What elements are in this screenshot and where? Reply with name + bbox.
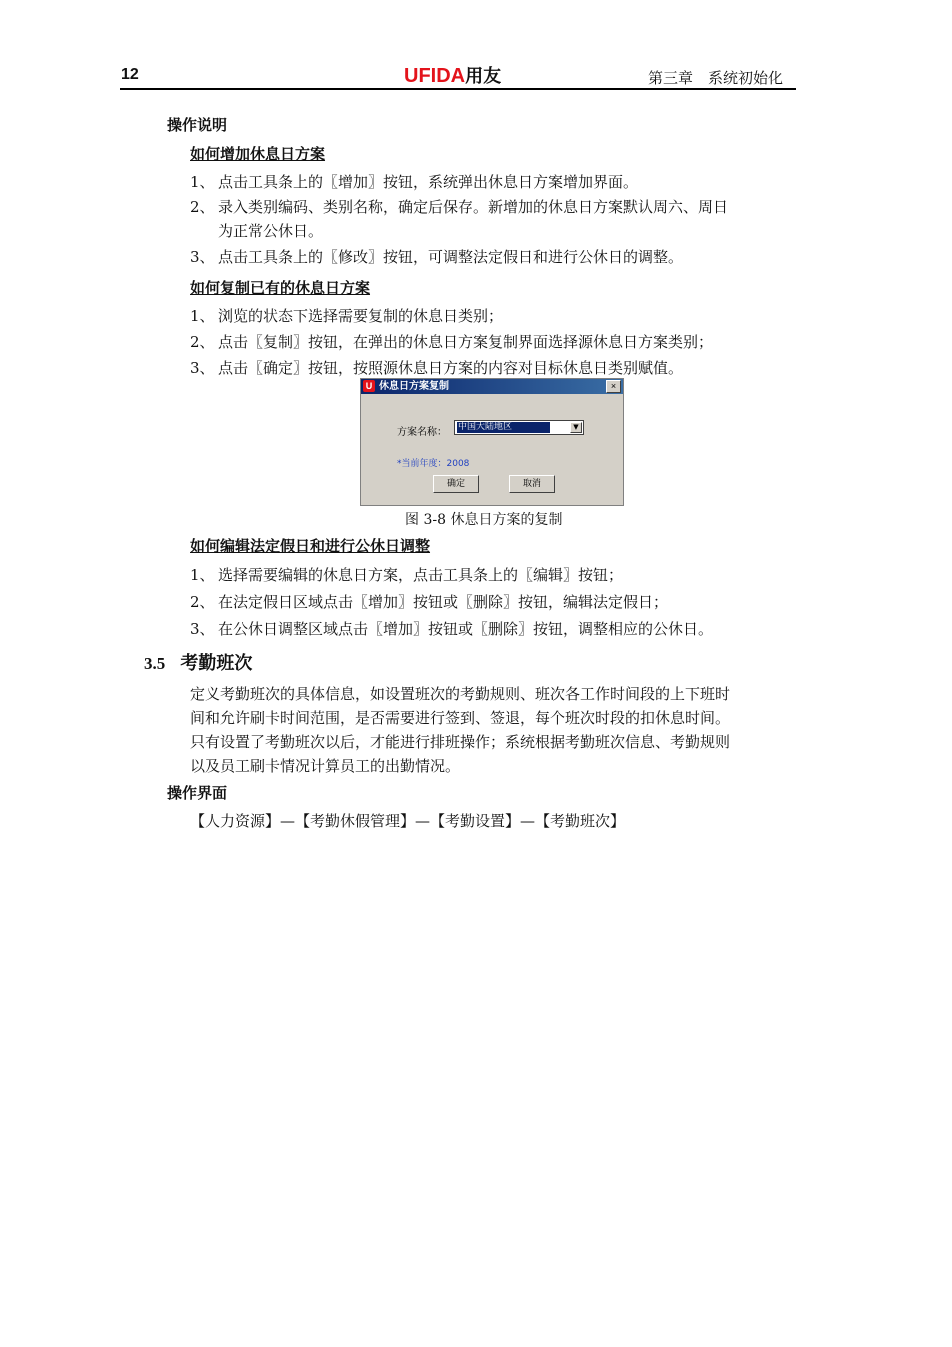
figure-caption: 图 3-8 休息日方案的复制 (405, 512, 563, 528)
edit-heading: 如何编辑法定假日和进行公休日调整 (190, 537, 431, 555)
ops-heading: 操作说明 (167, 116, 228, 134)
copy-step-1: 1、 浏览的状态下选择需要复制的休息日类别； (190, 307, 504, 325)
edit-step-3: 3、 在公休日调整区域点击〖增加〗按钮或〖删除〗按钮，调整相应的公休日。 (190, 620, 714, 638)
dialog-titlebar (361, 379, 623, 394)
scheme-name-value: 中国大陆地区 (457, 422, 550, 433)
para-line-3: 只有设置了考勤班次以后，才能进行排班操作；系统根据考勤班次信息、考勤规则 (190, 733, 731, 751)
chevron-down-icon[interactable]: ▼ (570, 422, 582, 433)
section-title: 考勤班次 (180, 653, 253, 674)
section-number: 3.5 (144, 654, 166, 673)
app-icon: U (363, 380, 375, 392)
copy-step-3: 3、 点击〖确定〗按钮，按照源休息日方案的内容对目标休息日类别赋值。 (190, 359, 684, 377)
edit-step-2: 2、 在法定假日区域点击〖增加〗按钮或〖删除〗按钮，编辑法定假日； (190, 593, 669, 611)
cancel-button[interactable]: 取消 (509, 475, 555, 493)
para-line-1: 定义考勤班次的具体信息，如设置班次的考勤规则、班次各工作时间段的上下班时 (190, 685, 731, 703)
add-step-2: 2、 录入类别编码、类别名称，确定后保存。新增加的休息日方案默认周六、周日 (190, 198, 729, 216)
add-step-1: 1、 点击工具条上的〖增加〗按钮，系统弹出休息日方案增加界面。 (190, 173, 639, 191)
section-heading (144, 649, 252, 675)
ui-heading: 操作界面 (167, 784, 228, 802)
menu-path: 【人力资源】—【考勤休假管理】—【考勤设置】—【考勤班次】 (190, 812, 626, 830)
brand-cn: 用友 (465, 66, 502, 86)
current-year-note: *当前年度：2008 (397, 459, 470, 469)
brand-logo (404, 62, 501, 88)
edit-step-1: 1、 选择需要编辑的休息日方案，点击工具条上的〖编辑〗按钮； (190, 566, 624, 584)
add-step-3: 3、 点击工具条上的〖修改〗按钮，可调整法定假日和进行公休日的调整。 (190, 248, 684, 266)
add-heading: 如何增加休息日方案 (190, 145, 326, 163)
copy-dialog (360, 378, 624, 506)
add-step-2-cont: 为正常公休日。 (218, 222, 324, 240)
close-icon[interactable]: × (606, 380, 621, 393)
chapter-title: 第三章 系统初始化 (648, 69, 784, 87)
scheme-name-label: 方案名称： (397, 427, 447, 438)
header-rule (120, 88, 796, 90)
para-line-4: 以及员工刷卡情况计算员工的出勤情况。 (190, 757, 461, 775)
page-number: 12 (121, 66, 139, 83)
copy-step-2: 2、 点击〖复制〗按钮，在弹出的休息日方案复制界面选择源休息日方案类别； (190, 333, 714, 351)
para-line-2: 间和允许刷卡时间范围，是否需要进行签到、签退，每个班次时段的扣休息时间。 (190, 709, 731, 727)
scheme-name-select[interactable] (454, 420, 584, 435)
copy-heading: 如何复制已有的休息日方案 (190, 279, 371, 297)
ok-button[interactable]: 确定 (433, 475, 479, 493)
dialog-title: 休息日方案复制 (379, 381, 449, 392)
brand-latin: UFIDA (404, 65, 466, 87)
